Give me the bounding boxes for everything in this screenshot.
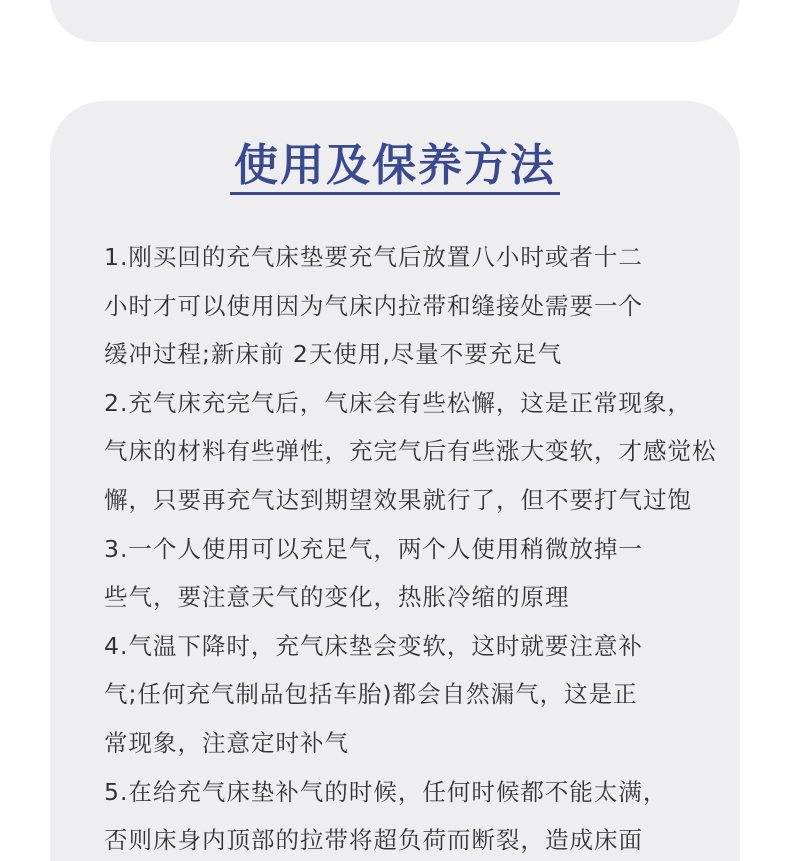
instruction-line: 气床的材料有些弹性，充完气后有些涨大变软，才感觉松 (104, 437, 717, 466)
instruction-line: 2.充气床充完气后，气床会有些松懈，这是正常现象， (104, 388, 692, 417)
instruction-line: 气;任何充气制品包括车胎)都会自然漏气，这是正 (104, 680, 638, 709)
instruction-line: 5.在给充气床垫补气的时候，任何时候都不能太满， (104, 777, 668, 806)
instruction-line: 些气，要注意天气的变化，热胀冷缩的原理 (104, 583, 570, 612)
section-title (0, 138, 790, 195)
instructions-text (104, 233, 717, 861)
section-title-text: 使用及保养方法 (230, 140, 560, 195)
instruction-line: 否则床身内顶部的拉带将超负荷而断裂，造成床面 (104, 826, 643, 855)
instruction-line: 1.刚买回的充气床垫要充气后放置八小时或者十二 (104, 243, 643, 271)
instruction-line: 3.一个人使用可以充足气，两个人使用稍微放掉一 (104, 534, 643, 563)
instruction-line: 4.气温下降时，充气床垫会变软，这时就要注意补 (104, 631, 643, 660)
instruction-line: 懈，只要再充气达到期望效果就行了，但不要打气过饱 (104, 485, 692, 514)
instruction-line: 常现象，注意定时补气 (104, 728, 349, 757)
previous-card (50, 0, 740, 42)
instruction-line: 缓冲过程;新床前 2天使用,尽量不要充足气 (104, 340, 563, 369)
instruction-line: 小时才可以使用因为气床内拉带和缝接处需要一个 (104, 291, 643, 320)
